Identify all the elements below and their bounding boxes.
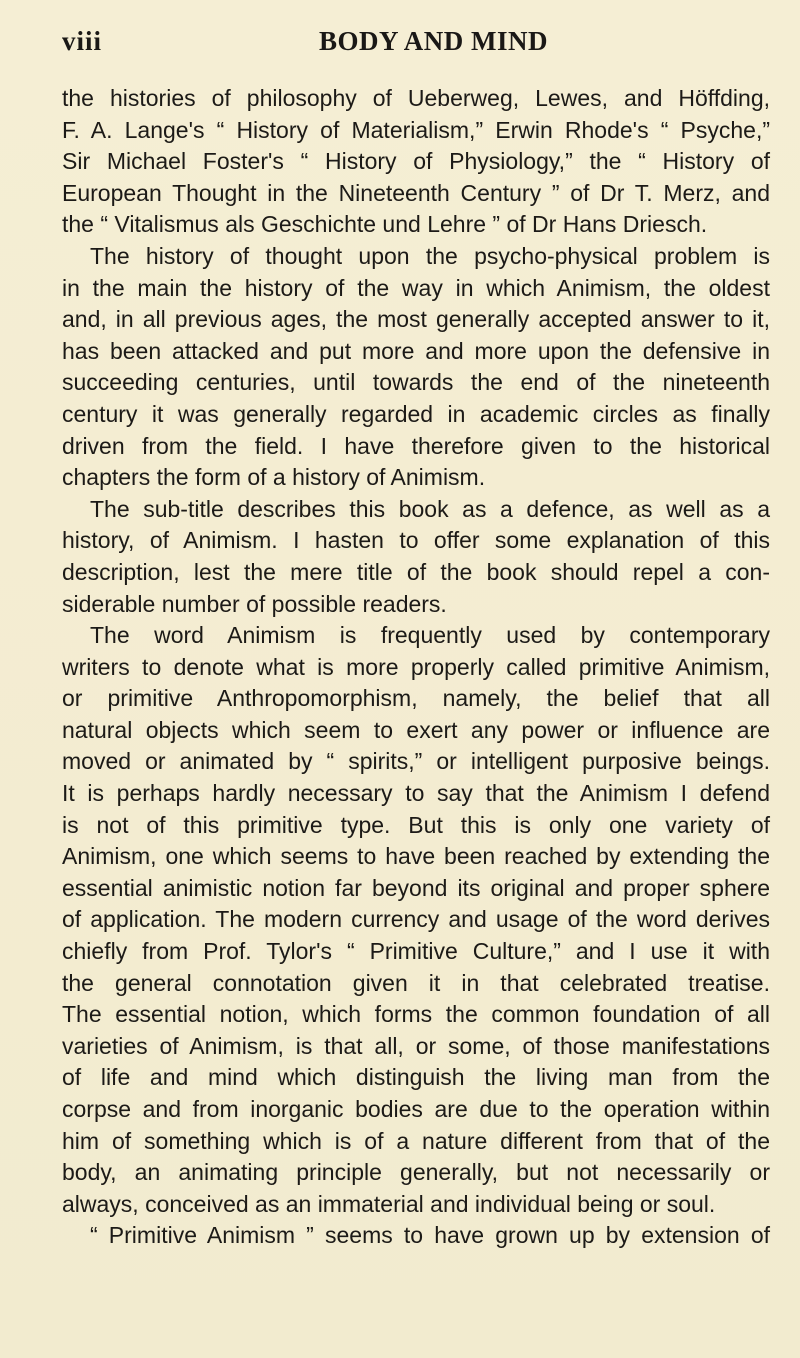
text-line: history, of Animism. I hasten to offer some explanation of this [62,527,770,554]
text-line: in the main the history of the way in which Animism, the oldest [62,274,770,301]
text-line: chiefly from Prof. Tylor's “ Primitive Culture,” and I use it with [62,938,770,965]
text-line: “ Primitive Animism ” seems to have grown up by extension of [90,1222,770,1249]
text-line: writers to denote what is more properly called primitive Animism, [62,653,770,680]
text-line: of life and mind which distinguish the living man from the [62,1064,770,1091]
text-line: European Thought in the Nineteenth Century ” of Dr T. Merz, and [62,179,770,206]
text-line: description, lest the mere title of the book should repel a con- [62,558,770,585]
text-line: the general connotation given it in that celebrated treatise. [62,969,770,996]
running-title: BODY AND MIND [319,26,548,56]
text-line: Animism, one which seems to have been reached by extending the [62,843,770,870]
text-line: varieties of Animism, is that all, or some, of those manifestations [62,1032,770,1059]
text-line: has been attacked and put more and more upon the defensive in [62,337,770,364]
text-line: The word Animism is frequently used by contemporary [90,622,770,649]
text-line: or primitive Anthropomorphism, namely, the belief that all [62,685,770,712]
text-line: the “ Vitalismus als Geschichte und Lehre ” of Dr Hans Driesch. [62,211,708,238]
text-line: It is perhaps hardly necessary to say that the Animism I defend [62,780,770,807]
text-line: always, conceived as an immaterial and individual being or soul. [62,1190,716,1217]
text-line: The sub-title describes this book as a defence, as well as a [90,495,770,522]
body-text [62,83,770,1252]
text-line: corpse and from inorganic bodies are due to the operation within [62,1096,770,1122]
text-line: siderable number of possible readers. [62,590,447,617]
text-line: natural objects which seem to exert any power or influence are [62,716,770,743]
text-line: him of something which is of a nature different from that of the [62,1127,770,1154]
text-line: of application. The modern currency and usage of the word derives [62,906,770,933]
text-line: F. A. Lange's “ History of Materialism,” Erwin Rhode's “ Psyche,” [62,116,770,143]
page-number: viii [62,26,103,56]
text-line: century it was generally regarded in academic circles as finally [62,400,770,427]
running-head [62,18,770,58]
text-line: driven from the field. I have therefore given to the historical [62,432,770,459]
text-line: Sir Michael Foster's “ History of Physiology,” the “ History of [62,148,770,175]
text-line: The history of thought upon the psycho-physical problem is [90,242,770,269]
text-line: the histories of philosophy of Ueberweg, Lewes, and Höffding, [62,85,770,111]
text-line: moved or animated by “ spirits,” or intelligent purposive beings. [62,748,770,775]
text-line: and, in all previous ages, the most generally accepted answer to it, [62,306,770,333]
text-line: chapters the form of a history of Animism. [62,464,486,491]
text-line: is not of this primitive type. But this is only one variety of [62,811,770,838]
text-line: body, an animating principle generally, but not necessarily or [62,1159,770,1186]
text-line: essential animistic notion far beyond its original and proper sphere [62,874,770,901]
text-line: succeeding centuries, until towards the end of the nineteenth [62,369,770,396]
text-line: The essential notion, which forms the common foundation of all [62,1001,770,1028]
